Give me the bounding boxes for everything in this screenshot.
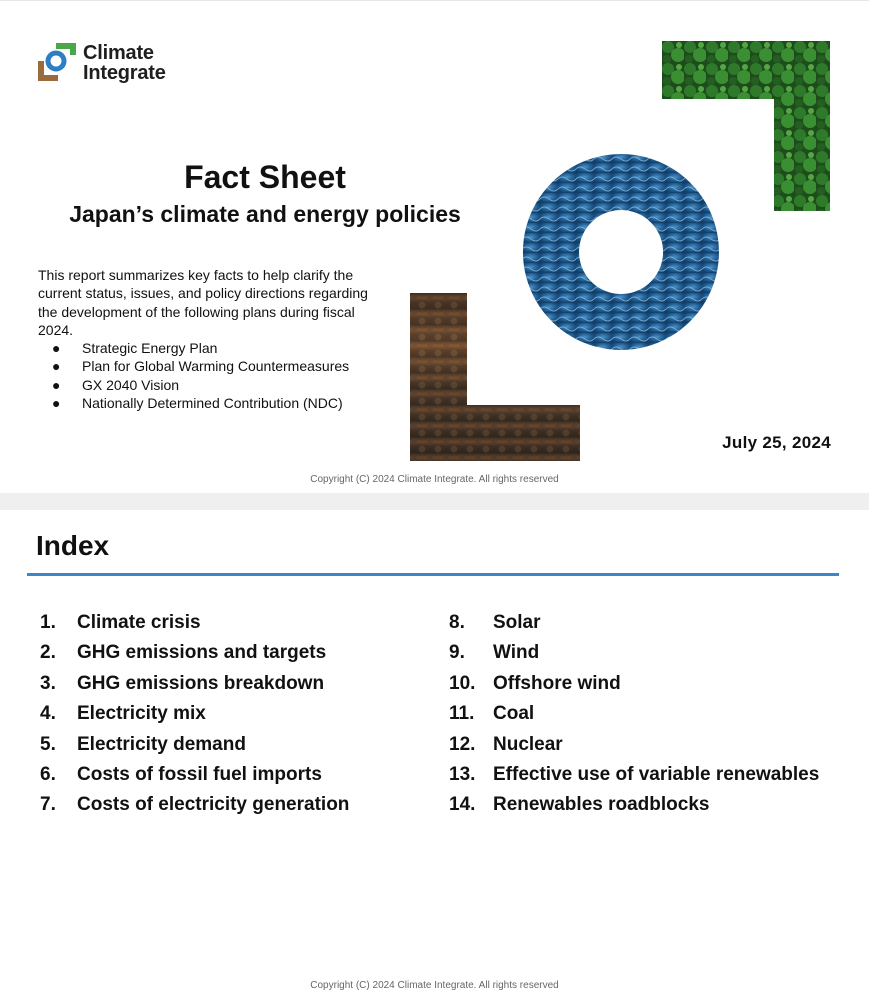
publication-date: July 25, 2024 [722, 433, 831, 452]
logo-wordmark: Climate Integrate [83, 42, 166, 84]
copyright-notice: Copyright (C) 2024 Climate Integrate. All rights reserved [310, 980, 559, 991]
intro-paragraph: This report summarizes key facts to help clarify the current status, issues, and policy directions regarding the development of the following plans during fiscal 2024. [38, 267, 368, 339]
page-subtitle: Japan’s climate and energy policies [69, 201, 461, 227]
soil-corner-image [410, 293, 580, 461]
copyright-notice: Copyright (C) 2024 Climate Integrate. All rights reserved [310, 474, 559, 485]
climate-integrate-logo [36, 41, 186, 85]
index-page: Index 1. Climate crisis 2. GHG emissions and targets 3. GHG emissions breakdown 4. Electricity mix 5. Electricity demand 6. Costs of fossil fuel imports 7. Costs of electricity generation 8. Solar 9. Wind 10. Offshore wind 11. Coal 12. Nuclear 13. Effective use of variable renewables 14. Renewables roadblocks Copyright (C) 2024 Climate Integrate. All rights reserved [0, 510, 869, 1000]
list-item: ● Strategic Energy Plan [52, 340, 218, 356]
logo-mark-icon [36, 41, 80, 85]
cover-page [0, 0, 869, 493]
bullet-icon: ● [52, 340, 61, 356]
bullet-icon: ● [52, 358, 61, 375]
bullet-icon: ● [52, 376, 61, 393]
heading-divider [27, 573, 839, 576]
plans-list [38, 339, 349, 413]
list-item: ● GX 2040 Vision [52, 376, 180, 393]
page-title: Fact Sheet [184, 159, 346, 195]
list-item: ● Plan for Global Warming Countermeasures [52, 358, 350, 375]
index-heading: Index [36, 530, 110, 561]
bullet-icon: ● [52, 395, 61, 412]
list-item: ● Nationally Determined Contribution (NDC) [52, 395, 343, 412]
